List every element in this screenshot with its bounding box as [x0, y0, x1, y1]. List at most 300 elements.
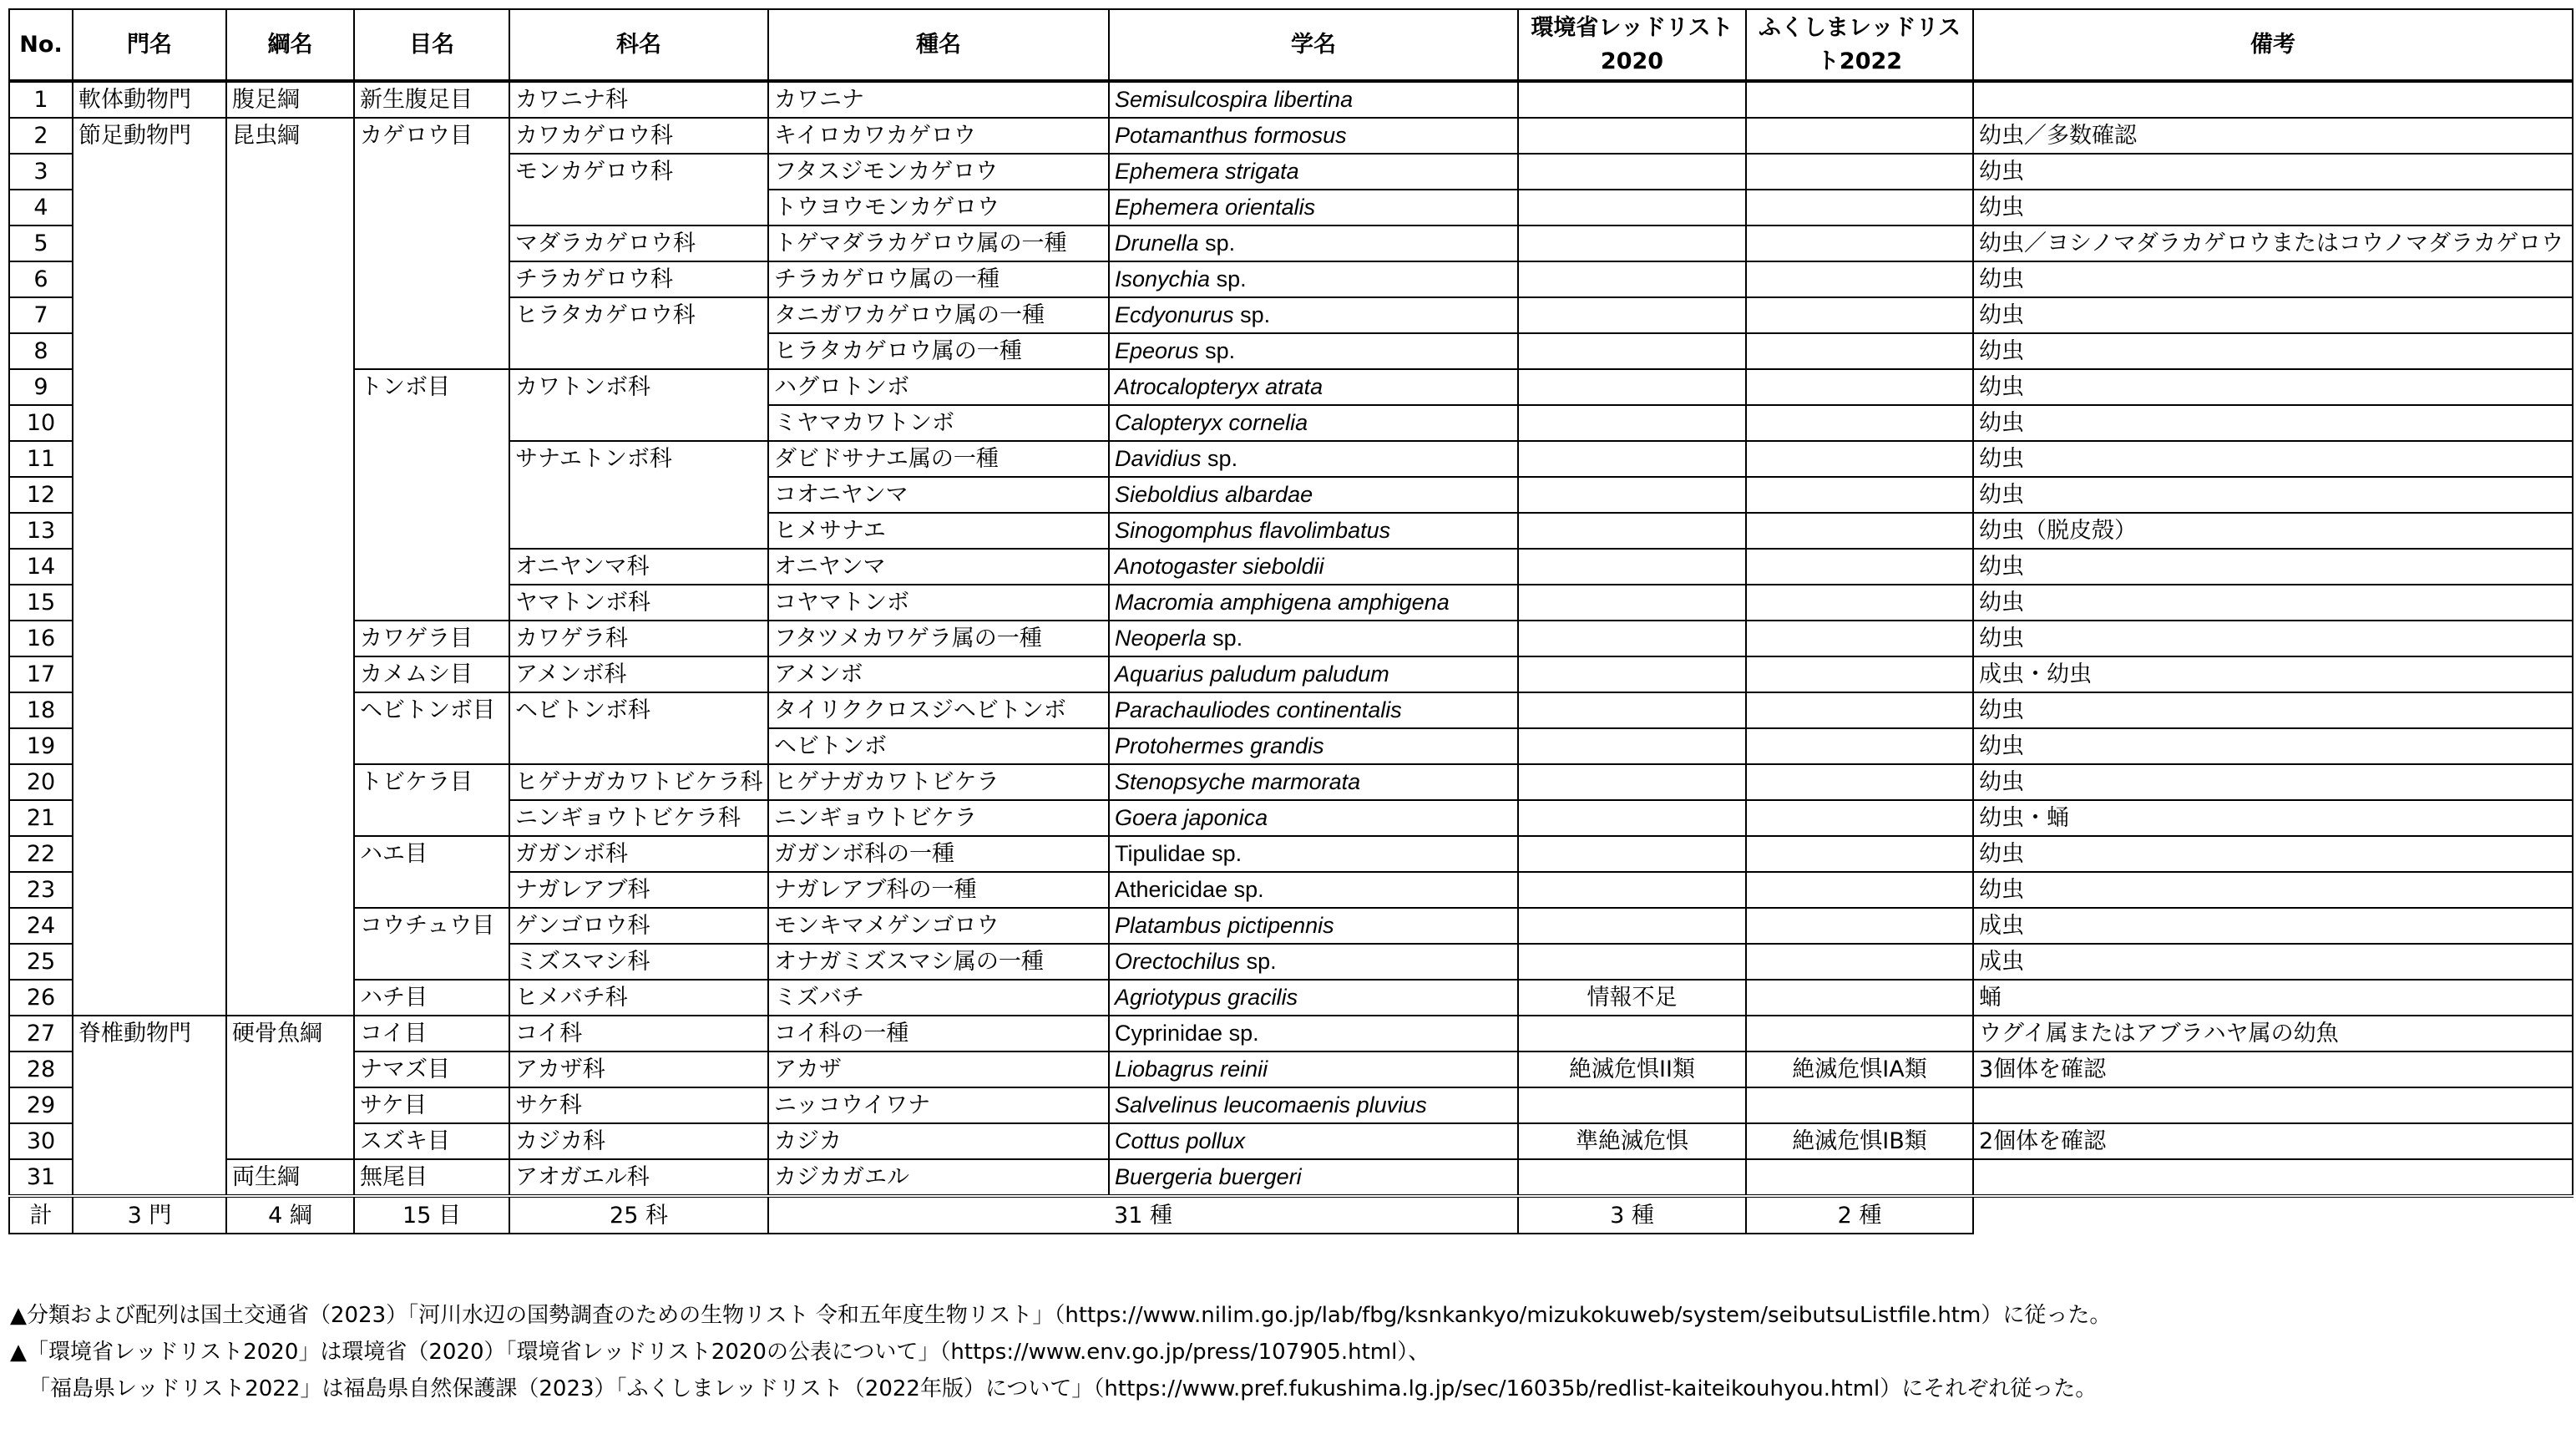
- cell-remarks: 幼虫: [1973, 621, 2573, 656]
- totals-order: 15 目: [354, 1196, 509, 1234]
- species-table: [8, 8, 2573, 1234]
- table-row: [9, 1087, 2573, 1123]
- cell-redlist-env: [1518, 81, 1746, 118]
- table-row: [9, 1051, 2573, 1087]
- cell-redlist-fukushima: [1746, 800, 1973, 836]
- cell-remarks: 3個体を確認: [1973, 1051, 2573, 1087]
- cell-remarks: 幼虫: [1973, 261, 2573, 297]
- cell-family: ヒゲナガカワトビケラ科: [509, 764, 768, 800]
- row-no: 19: [9, 728, 73, 764]
- cell-remarks: [1973, 1159, 2573, 1196]
- scientific-sp-suffix: sp.: [1201, 446, 1238, 471]
- footnotes: [10, 1297, 2565, 1407]
- table-row: [9, 836, 2573, 872]
- cell-class: 腹足綱: [226, 81, 354, 118]
- cell-class: 両生綱: [226, 1159, 354, 1196]
- cell-scientific-name: [1109, 333, 1518, 369]
- cell-order: カゲロウ目: [354, 118, 509, 369]
- cell-phylum: 軟体動物門: [73, 81, 226, 118]
- cell-redlist-env: [1518, 1087, 1746, 1123]
- cell-redlist-fukushima: [1746, 1016, 1973, 1051]
- cell-family: ミズスマシ科: [509, 944, 768, 980]
- scientific-sp-suffix: sp.: [1198, 231, 1236, 256]
- scientific-genus-species: Drunella: [1115, 231, 1199, 256]
- cell-family: ヒメバチ科: [509, 980, 768, 1016]
- cell-redlist-env: [1518, 872, 1746, 908]
- cell-remarks: 成虫: [1973, 908, 2573, 944]
- cell-order: サケ目: [354, 1087, 509, 1123]
- table-row: [9, 980, 2573, 1016]
- cell-species: ミズバチ: [768, 980, 1109, 1016]
- scientific-genus-species: Anotogaster sieboldii: [1115, 554, 1324, 579]
- scientific-genus-species: Ephemera orientalis: [1115, 195, 1316, 220]
- row-no: 12: [9, 477, 73, 513]
- scientific-sp-suffix: Tipulidae sp.: [1115, 841, 1242, 866]
- scientific-genus-species: Stenopsyche marmorata: [1115, 769, 1361, 794]
- cell-scientific-name: [1109, 1016, 1518, 1051]
- table-row: [9, 764, 2573, 800]
- row-no: 23: [9, 872, 73, 908]
- cell-species: トゲマダラカゲロウ属の一種: [768, 225, 1109, 261]
- header-phylum: 門名: [73, 9, 226, 81]
- table-row: [9, 692, 2573, 728]
- cell-redlist-env: [1518, 800, 1746, 836]
- row-no: 9: [9, 369, 73, 405]
- cell-species: タニガワカゲロウ属の一種: [768, 297, 1109, 333]
- cell-species: ヘビトンボ: [768, 728, 1109, 764]
- scientific-genus-species: Agriotypus gracilis: [1115, 985, 1298, 1010]
- footnote-2: ▲「環境省レッドリスト2020」は環境省（2020）「環境省レッドリスト2020の公表について」（https://www.env.go.jp/press/107905.html）、: [10, 1340, 1430, 1365]
- scientific-genus-species: Salvelinus leucomaenis pluvius: [1115, 1092, 1427, 1117]
- cell-redlist-fukushima: [1746, 980, 1973, 1016]
- cell-redlist-fukushima: [1746, 513, 1973, 549]
- cell-class: 硬骨魚綱: [226, 1016, 354, 1159]
- header-remarks: 備考: [1973, 9, 2573, 81]
- totals-phylum: 3 門: [73, 1196, 226, 1234]
- row-no: 8: [9, 333, 73, 369]
- cell-order: トンボ目: [354, 369, 509, 621]
- cell-redlist-env: [1518, 190, 1746, 225]
- row-no: 17: [9, 656, 73, 692]
- cell-species: カジカガエル: [768, 1159, 1109, 1196]
- cell-remarks: 幼虫: [1973, 728, 2573, 764]
- row-no: 24: [9, 908, 73, 944]
- cell-family: マダラカゲロウ科: [509, 225, 768, 261]
- cell-family: オニヤンマ科: [509, 549, 768, 585]
- scientific-genus-species: Goera japonica: [1115, 805, 1268, 830]
- cell-order: ナマズ目: [354, 1051, 509, 1087]
- cell-redlist-env: 情報不足: [1518, 980, 1746, 1016]
- cell-redlist-fukushima: [1746, 764, 1973, 800]
- cell-redlist-fukushima: [1746, 190, 1973, 225]
- row-no: 30: [9, 1123, 73, 1159]
- cell-scientific-name: [1109, 477, 1518, 513]
- cell-scientific-name: [1109, 944, 1518, 980]
- cell-remarks: 成虫・幼虫: [1973, 656, 2573, 692]
- scientific-genus-species: Potamanthus formosus: [1115, 123, 1347, 148]
- totals-family: 25 科: [509, 1196, 768, 1234]
- cell-redlist-fukushima: [1746, 118, 1973, 154]
- totals-blank: [1973, 1196, 2573, 1234]
- table-row: [9, 1159, 2573, 1196]
- cell-remarks: [1973, 81, 2573, 118]
- cell-scientific-name: [1109, 692, 1518, 728]
- scientific-genus-species: Macromia amphigena amphigena: [1115, 590, 1450, 615]
- cell-remarks: 幼虫: [1973, 297, 2573, 333]
- cell-redlist-fukushima: 絶滅危惧IA類: [1746, 1051, 1973, 1087]
- header-no: No.: [9, 9, 73, 81]
- cell-species: ヒメサナエ: [768, 513, 1109, 549]
- table-row: [9, 908, 2573, 944]
- cell-remarks: 幼虫: [1973, 333, 2573, 369]
- cell-species: カジカ: [768, 1123, 1109, 1159]
- cell-remarks: 幼虫: [1973, 369, 2573, 405]
- row-no: 7: [9, 297, 73, 333]
- cell-family: ガガンボ科: [509, 836, 768, 872]
- cell-family: ヒラタカゲロウ科: [509, 297, 768, 369]
- cell-redlist-env: [1518, 261, 1746, 297]
- header-family: 科名: [509, 9, 768, 81]
- cell-redlist-env: [1518, 1016, 1746, 1051]
- cell-species: ダビドサナエ属の一種: [768, 441, 1109, 477]
- cell-redlist-env: [1518, 944, 1746, 980]
- cell-order: ハチ目: [354, 980, 509, 1016]
- cell-scientific-name: [1109, 728, 1518, 764]
- row-no: 27: [9, 1016, 73, 1051]
- cell-species: ミヤマカワトンボ: [768, 405, 1109, 441]
- cell-scientific-name: [1109, 81, 1518, 118]
- cell-scientific-name: [1109, 800, 1518, 836]
- scientific-genus-species: Atrocalopteryx atrata: [1115, 374, 1323, 399]
- cell-order: 新生腹足目: [354, 81, 509, 118]
- row-no: 3: [9, 154, 73, 190]
- cell-scientific-name: [1109, 405, 1518, 441]
- table-row: [9, 118, 2573, 154]
- scientific-genus-species: Semisulcospira libertina: [1115, 87, 1354, 112]
- cell-redlist-env: [1518, 477, 1746, 513]
- cell-redlist-fukushima: [1746, 621, 1973, 656]
- totals-species: 31 種: [768, 1196, 1518, 1234]
- cell-family: カワゲラ科: [509, 621, 768, 656]
- table-row: [9, 656, 2573, 692]
- scientific-genus-species: Neoperla: [1115, 626, 1207, 651]
- cell-phylum: 節足動物門: [73, 118, 226, 1016]
- totals-label: 計: [9, 1196, 73, 1234]
- cell-family: カワトンボ科: [509, 369, 768, 441]
- cell-species: ヒラタカゲロウ属の一種: [768, 333, 1109, 369]
- cell-scientific-name: [1109, 297, 1518, 333]
- cell-remarks: 幼虫: [1973, 405, 2573, 441]
- cell-scientific-name: [1109, 513, 1518, 549]
- cell-species: カワニナ: [768, 81, 1109, 118]
- scientific-genus-species: Epeorus: [1115, 338, 1199, 363]
- cell-scientific-name: [1109, 118, 1518, 154]
- scientific-genus-species: Protohermes grandis: [1115, 733, 1324, 758]
- cell-remarks: 幼虫: [1973, 585, 2573, 621]
- row-no: 4: [9, 190, 73, 225]
- cell-redlist-env: [1518, 441, 1746, 477]
- cell-family: ヤマトンボ科: [509, 585, 768, 621]
- cell-remarks: 蛹: [1973, 980, 2573, 1016]
- totals-class: 4 綱: [226, 1196, 354, 1234]
- cell-family: アオガエル科: [509, 1159, 768, 1196]
- table-row: [9, 1123, 2573, 1159]
- cell-redlist-fukushima: [1746, 872, 1973, 908]
- header-scientific-name: 学名: [1109, 9, 1518, 81]
- scientific-sp-suffix: Athericidae sp.: [1115, 877, 1264, 902]
- scientific-genus-species: Orectochilus: [1115, 949, 1241, 974]
- cell-remarks: 幼虫: [1973, 441, 2573, 477]
- row-no: 5: [9, 225, 73, 261]
- scientific-sp-suffix: sp.: [1198, 338, 1236, 363]
- cell-family: ナガレアブ科: [509, 872, 768, 908]
- cell-remarks: 幼虫: [1973, 872, 2573, 908]
- row-no: 20: [9, 764, 73, 800]
- cell-order: スズキ目: [354, 1123, 509, 1159]
- cell-redlist-env: [1518, 513, 1746, 549]
- cell-family: アカザ科: [509, 1051, 768, 1087]
- cell-remarks: 幼虫／ヨシノマダラカゲロウまたはコウノマダラカゲロウ: [1973, 225, 2573, 261]
- cell-species: アメンボ: [768, 656, 1109, 692]
- cell-remarks: 幼虫: [1973, 477, 2573, 513]
- table-row: [9, 369, 2573, 405]
- cell-remarks: 幼虫: [1973, 549, 2573, 585]
- header-order: 目名: [354, 9, 509, 81]
- cell-redlist-fukushima: [1746, 154, 1973, 190]
- cell-redlist-fukushima: [1746, 441, 1973, 477]
- cell-family: チラカゲロウ科: [509, 261, 768, 297]
- cell-remarks: 幼虫／多数確認: [1973, 118, 2573, 154]
- cell-species: フタスジモンカゲロウ: [768, 154, 1109, 190]
- cell-species: オナガミズスマシ属の一種: [768, 944, 1109, 980]
- row-no: 15: [9, 585, 73, 621]
- scientific-sp-suffix: sp.: [1240, 949, 1277, 974]
- cell-redlist-env: 準絶滅危惧: [1518, 1123, 1746, 1159]
- cell-redlist-fukushima: [1746, 297, 1973, 333]
- scientific-sp-suffix: sp.: [1233, 302, 1271, 327]
- scientific-sp-suffix: sp.: [1206, 626, 1243, 651]
- cell-scientific-name: [1109, 369, 1518, 405]
- cell-redlist-env: [1518, 656, 1746, 692]
- cell-redlist-fukushima: [1746, 81, 1973, 118]
- cell-remarks: 2個体を確認: [1973, 1123, 2573, 1159]
- cell-family: カワニナ科: [509, 81, 768, 118]
- row-no: 26: [9, 980, 73, 1016]
- scientific-genus-species: Aquarius paludum paludum: [1115, 661, 1389, 687]
- row-no: 18: [9, 692, 73, 728]
- scientific-genus-species: Platambus pictipennis: [1115, 913, 1334, 938]
- cell-redlist-env: [1518, 333, 1746, 369]
- cell-scientific-name: [1109, 836, 1518, 872]
- cell-redlist-fukushima: [1746, 369, 1973, 405]
- cell-scientific-name: [1109, 908, 1518, 944]
- cell-family: アメンボ科: [509, 656, 768, 692]
- cell-species: モンキマメゲンゴロウ: [768, 908, 1109, 944]
- cell-remarks: [1973, 1087, 2573, 1123]
- cell-species: コオニヤンマ: [768, 477, 1109, 513]
- scientific-sp-suffix: sp.: [1210, 266, 1247, 291]
- cell-redlist-env: 絶滅危惧II類: [1518, 1051, 1746, 1087]
- row-no: 2: [9, 118, 73, 154]
- cell-remarks: 幼虫: [1973, 692, 2573, 728]
- cell-redlist-fukushima: [1746, 728, 1973, 764]
- row-no: 10: [9, 405, 73, 441]
- cell-scientific-name: [1109, 154, 1518, 190]
- row-no: 13: [9, 513, 73, 549]
- cell-order: ヘビトンボ目: [354, 692, 509, 764]
- cell-redlist-fukushima: [1746, 836, 1973, 872]
- cell-redlist-env: [1518, 225, 1746, 261]
- cell-redlist-env: [1518, 692, 1746, 728]
- cell-redlist-env: [1518, 1159, 1746, 1196]
- cell-redlist-fukushima: [1746, 908, 1973, 944]
- cell-order: トビケラ目: [354, 764, 509, 836]
- cell-scientific-name: [1109, 585, 1518, 621]
- cell-redlist-fukushima: [1746, 333, 1973, 369]
- scientific-genus-species: Liobagrus reinii: [1115, 1057, 1268, 1082]
- cell-family: ニンギョウトビケラ科: [509, 800, 768, 836]
- header-redlist-env: 環境省レッドリスト2020: [1518, 9, 1746, 81]
- cell-remarks: 幼虫・蛹: [1973, 800, 2573, 836]
- scientific-genus-species: Ephemera strigata: [1115, 159, 1299, 184]
- cell-scientific-name: [1109, 225, 1518, 261]
- cell-remarks: 幼虫（脱皮殻）: [1973, 513, 2573, 549]
- cell-redlist-fukushima: [1746, 944, 1973, 980]
- row-no: 14: [9, 549, 73, 585]
- cell-species: ナガレアブ科の一種: [768, 872, 1109, 908]
- table-row: [9, 1016, 2573, 1051]
- cell-species: コイ科の一種: [768, 1016, 1109, 1051]
- cell-redlist-fukushima: [1746, 225, 1973, 261]
- cell-species: ガガンボ科の一種: [768, 836, 1109, 872]
- cell-remarks: 幼虫: [1973, 154, 2573, 190]
- cell-family: サケ科: [509, 1087, 768, 1123]
- cell-species: ニッコウイワナ: [768, 1087, 1109, 1123]
- cell-scientific-name: [1109, 1087, 1518, 1123]
- cell-scientific-name: [1109, 190, 1518, 225]
- scientific-genus-species: Calopteryx cornelia: [1115, 410, 1308, 435]
- scientific-genus-species: Buergeria buergeri: [1115, 1164, 1302, 1189]
- cell-redlist-fukushima: [1746, 692, 1973, 728]
- table-header-row: [9, 9, 2573, 81]
- cell-scientific-name: [1109, 1051, 1518, 1087]
- cell-redlist-fukushima: [1746, 477, 1973, 513]
- cell-family: カワカゲロウ科: [509, 118, 768, 154]
- cell-scientific-name: [1109, 1123, 1518, 1159]
- cell-scientific-name: [1109, 764, 1518, 800]
- cell-remarks: 幼虫: [1973, 190, 2573, 225]
- totals-redlist-fukushima: 2 種: [1746, 1196, 1973, 1234]
- footnote-1: ▲分類および配列は国土交通省（2023）「河川水辺の国勢調査のための生物リスト 令和五年度生物リスト」（https://www.nilim.go.jp/lab/fbg/ksnkankyo/mizukokuweb/system/seibutsuListfile.htm）に従った。: [10, 1303, 2112, 1328]
- cell-scientific-name: [1109, 872, 1518, 908]
- cell-phylum: 脊椎動物門: [73, 1016, 226, 1196]
- cell-redlist-fukushima: [1746, 1159, 1973, 1196]
- table-row: [9, 621, 2573, 656]
- cell-family: カジカ科: [509, 1123, 768, 1159]
- cell-scientific-name: [1109, 656, 1518, 692]
- cell-scientific-name: [1109, 621, 1518, 656]
- cell-species: コヤマトンボ: [768, 585, 1109, 621]
- cell-family: ゲンゴロウ科: [509, 908, 768, 944]
- cell-redlist-env: [1518, 764, 1746, 800]
- cell-order: ハエ目: [354, 836, 509, 908]
- cell-remarks: ウグイ属またはアブラハヤ属の幼魚: [1973, 1016, 2573, 1051]
- scientific-genus-species: Sieboldius albardae: [1115, 482, 1313, 507]
- row-no: 28: [9, 1051, 73, 1087]
- cell-redlist-fukushima: [1746, 1087, 1973, 1123]
- cell-family: ヘビトンボ科: [509, 692, 768, 764]
- scientific-sp-suffix: Cyprinidae sp.: [1115, 1021, 1259, 1046]
- row-no: 31: [9, 1159, 73, 1196]
- cell-family: モンカゲロウ科: [509, 154, 768, 225]
- scientific-genus-species: Isonychia: [1115, 266, 1211, 291]
- cell-species: キイロカワカゲロウ: [768, 118, 1109, 154]
- row-no: 1: [9, 81, 73, 118]
- cell-redlist-env: [1518, 118, 1746, 154]
- totals-row: [9, 1196, 2573, 1234]
- cell-scientific-name: [1109, 441, 1518, 477]
- cell-redlist-fukushima: [1746, 261, 1973, 297]
- footnote-3: 「福島県レッドリスト2022」は福島県自然保護課（2023）「ふくしまレッドリスト（2022年版）について」（https://www.pref.fukushima.lg.jp/sec/16035b/redlist-kaiteikouhyou.html）にそれぞれ従った。: [28, 1376, 2098, 1401]
- scientific-genus-species: Ecdyonurus: [1115, 302, 1234, 327]
- cell-scientific-name: [1109, 980, 1518, 1016]
- cell-redlist-env: [1518, 369, 1746, 405]
- cell-redlist-env: [1518, 836, 1746, 872]
- row-no: 22: [9, 836, 73, 872]
- row-no: 21: [9, 800, 73, 836]
- cell-species: アカザ: [768, 1051, 1109, 1087]
- cell-order: コウチュウ目: [354, 908, 509, 980]
- cell-species: ニンギョウトビケラ: [768, 800, 1109, 836]
- header-redlist-fukushima: ふくしまレッドリスト2022: [1746, 9, 1973, 81]
- scientific-genus-species: Cottus pollux: [1115, 1128, 1246, 1153]
- cell-scientific-name: [1109, 549, 1518, 585]
- cell-redlist-fukushima: [1746, 549, 1973, 585]
- cell-redlist-env: [1518, 908, 1746, 944]
- cell-scientific-name: [1109, 1159, 1518, 1196]
- cell-redlist-env: [1518, 621, 1746, 656]
- cell-redlist-env: [1518, 728, 1746, 764]
- row-no: 16: [9, 621, 73, 656]
- table-row: [9, 81, 2573, 118]
- cell-remarks: 成虫: [1973, 944, 2573, 980]
- cell-species: チラカゲロウ属の一種: [768, 261, 1109, 297]
- cell-redlist-env: [1518, 405, 1746, 441]
- row-no: 29: [9, 1087, 73, 1123]
- row-no: 25: [9, 944, 73, 980]
- cell-remarks: 幼虫: [1973, 764, 2573, 800]
- cell-redlist-env: [1518, 585, 1746, 621]
- cell-order: カメムシ目: [354, 656, 509, 692]
- cell-scientific-name: [1109, 261, 1518, 297]
- cell-species: タイリククロスジヘビトンボ: [768, 692, 1109, 728]
- cell-order: 無尾目: [354, 1159, 509, 1196]
- header-species: 種名: [768, 9, 1109, 81]
- cell-species: オニヤンマ: [768, 549, 1109, 585]
- cell-species: ヒゲナガカワトビケラ: [768, 764, 1109, 800]
- cell-redlist-fukushima: [1746, 405, 1973, 441]
- scientific-genus-species: Sinogomphus flavolimbatus: [1115, 518, 1391, 543]
- cell-order: カワゲラ目: [354, 621, 509, 656]
- row-no: 11: [9, 441, 73, 477]
- totals-redlist-env: 3 種: [1518, 1196, 1746, 1234]
- cell-remarks: 幼虫: [1973, 836, 2573, 872]
- cell-species: トウヨウモンカゲロウ: [768, 190, 1109, 225]
- cell-species: フタツメカワゲラ属の一種: [768, 621, 1109, 656]
- scientific-genus-species: Parachauliodes continentalis: [1115, 697, 1402, 722]
- cell-family: コイ科: [509, 1016, 768, 1051]
- cell-species: ハグロトンボ: [768, 369, 1109, 405]
